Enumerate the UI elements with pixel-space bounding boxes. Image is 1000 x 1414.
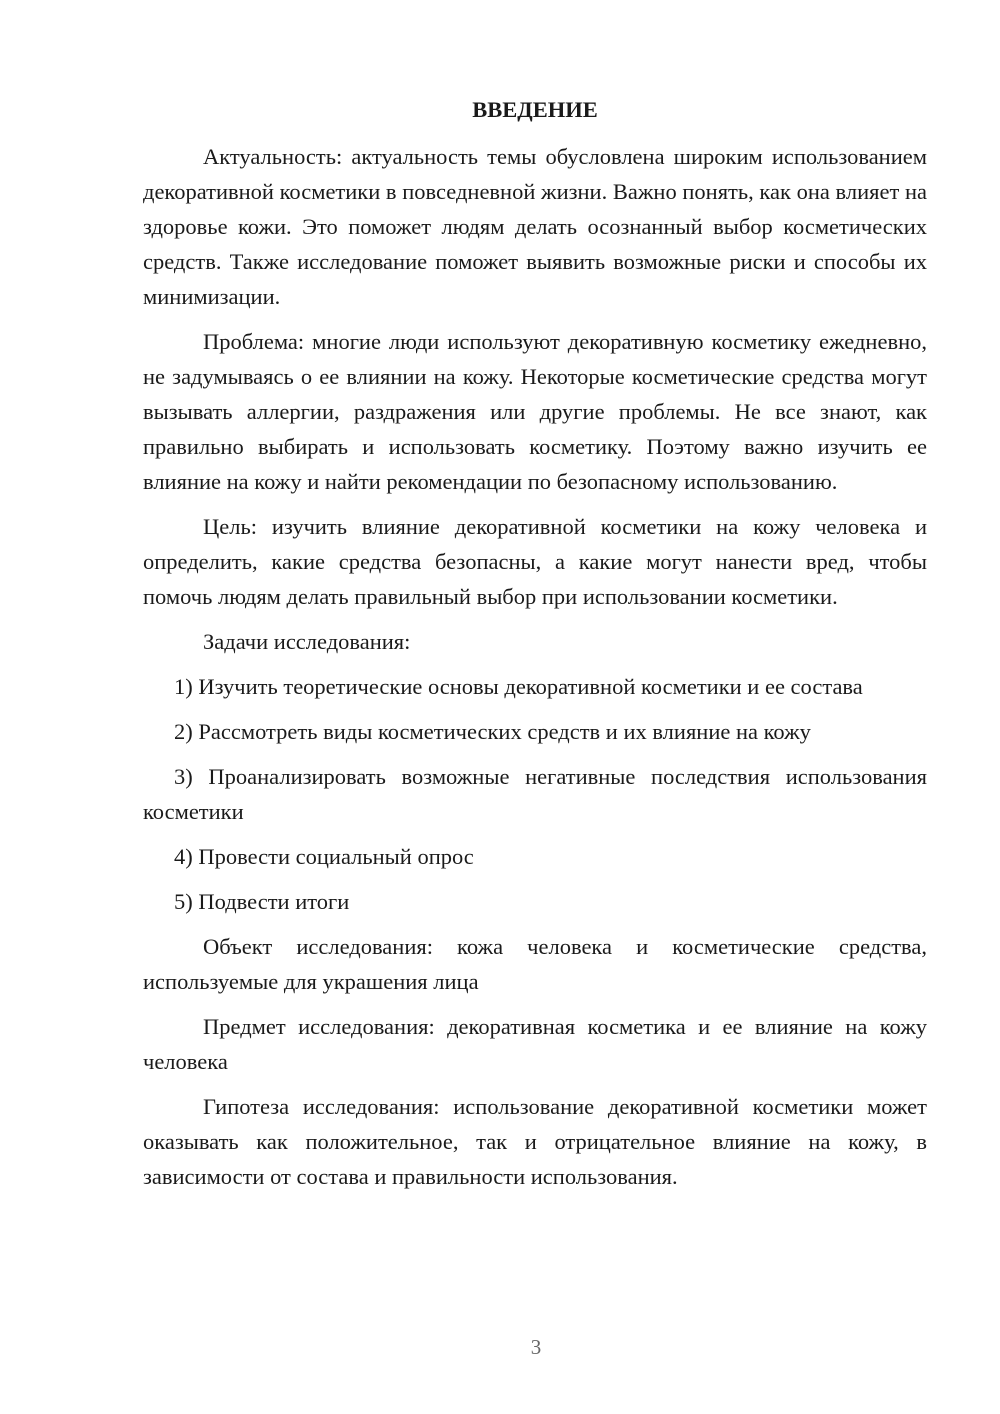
task-item-4: 4) Провести социальный опрос: [174, 844, 474, 869]
task-item-5: 5) Подвести итоги: [174, 889, 350, 914]
task-item-1: 1) Изучить теоретические основы декоративной косметики и ее состава: [174, 674, 863, 699]
task-item-3: 3) Проанализировать возможные негативные последствия использования косметики: [143, 764, 927, 824]
object-paragraph: Объект исследования: кожа человека и косметические средства, используемые для украшения лица: [143, 934, 927, 994]
page-title: ВВЕДЕНИЕ: [472, 97, 598, 122]
tasks-heading: Задачи исследования:: [203, 629, 411, 654]
relevance-paragraph: Актуальность: актуальность темы обусловлена широким использованием декоративной косметики в повседневной жизни. Важно понять, как она влияет на здоровье кожи. Это поможет людям делать осознанный выбор косметических средств. Также исследование поможет выявить возможные риски и способы их минимизации.: [143, 144, 927, 309]
page-number: 3: [530, 1335, 542, 1359]
hypothesis-paragraph: Гипотеза исследования: использование декоративной косметики может оказывать как положительное, так и отрицательное влияние на кожу, в зависимости от состава и правильности использования.: [143, 1094, 927, 1189]
subject-paragraph: Предмет исследования: декоративная косметика и ее влияние на кожу человека: [143, 1014, 927, 1074]
task-item-2: 2) Рассмотреть виды косметических средств и их влияние на кожу: [174, 719, 811, 744]
goal-paragraph: Цель: изучить влияние декоративной косметики на кожу человека и определить, какие средства безопасны, а какие могут нанести вред, чтобы помочь людям делать правильный выбор при использовании косметики.: [143, 514, 927, 609]
document-page: [143, 92, 927, 1204]
problem-paragraph: Проблема: многие люди используют декоративную косметику ежедневно, не задумываясь о ее влиянии на кожу. Некоторые косметические средства могут вызывать аллергии, раздражения или другие проблемы. Не все знают, как правильно выбирать и использовать косметику. Поэтому важно изучить ее влияние на кожу и найти рекомендации по безопасному использованию.: [143, 329, 927, 494]
